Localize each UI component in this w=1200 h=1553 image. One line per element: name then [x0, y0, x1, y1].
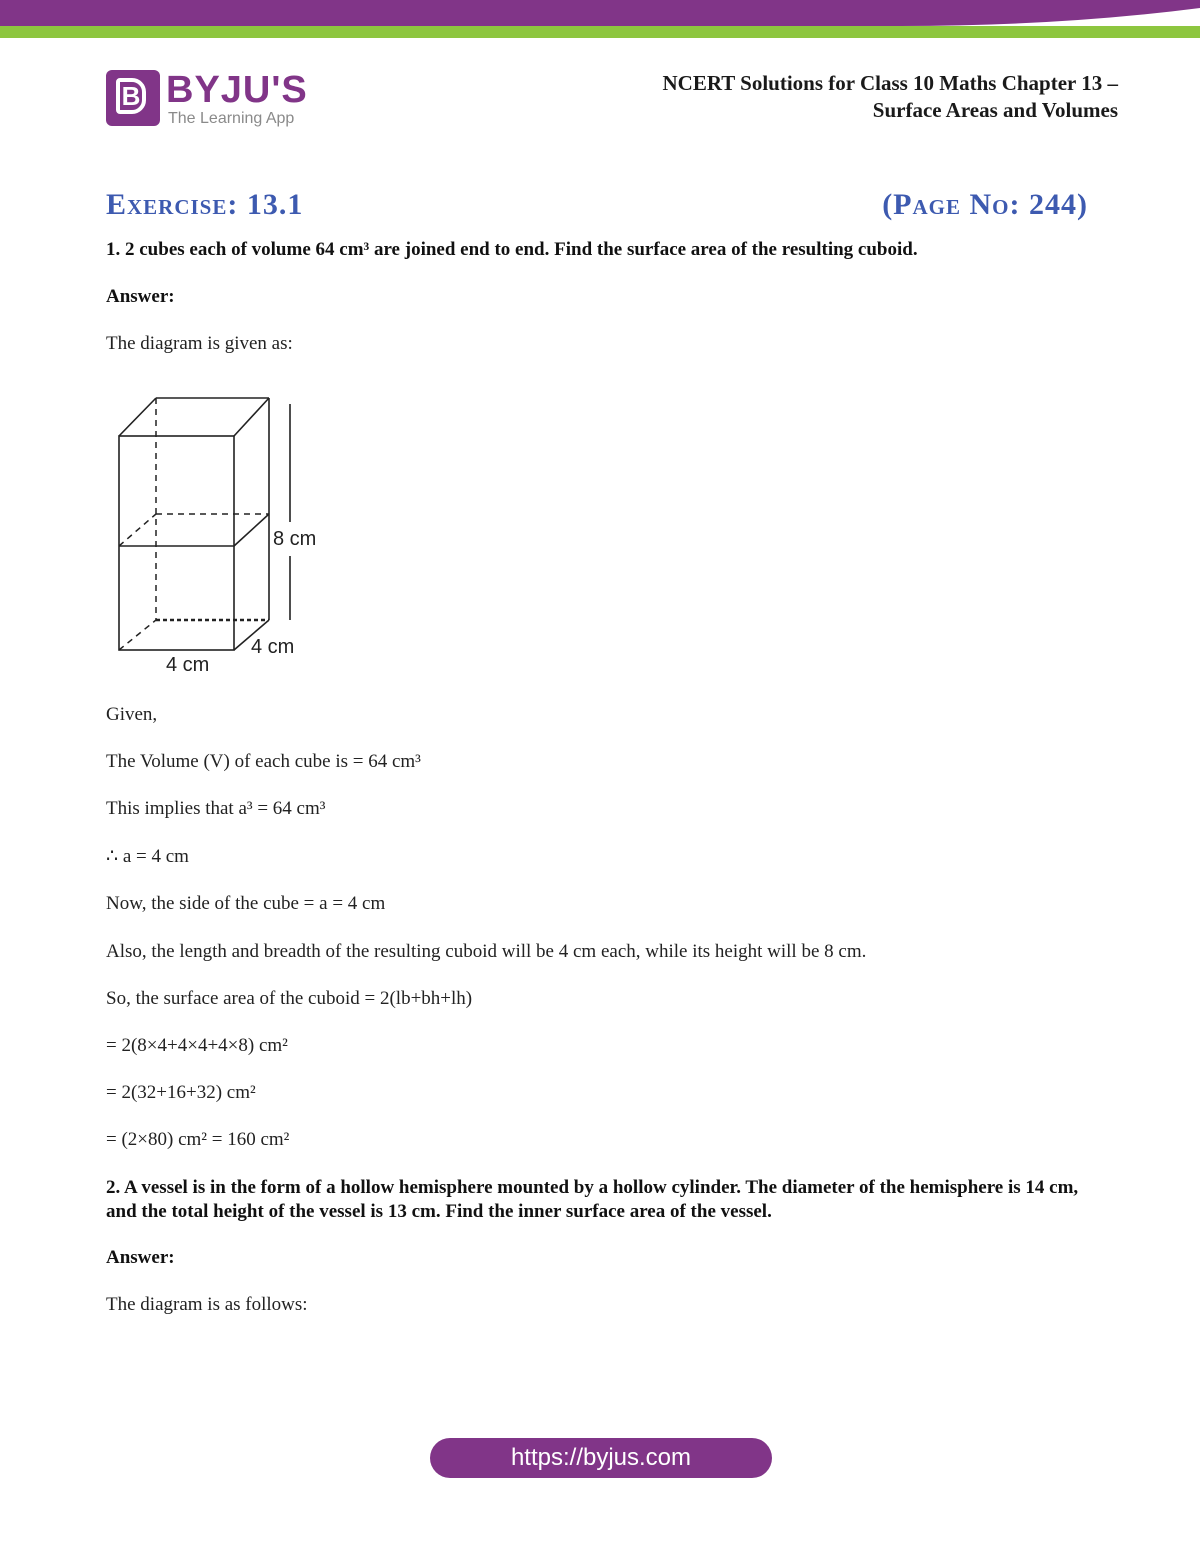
top-banner: [0, 0, 1200, 44]
exercise-title: Exercise: 13.1: [106, 188, 304, 221]
brand-tagline: The Learning App: [168, 110, 295, 127]
answer-label-2: Answer:: [106, 1247, 175, 1268]
width-label: 4 cm: [166, 654, 210, 676]
solution-line: The Volume (V) of each cube is = 64 cm³: [106, 751, 421, 772]
logo-mark-icon: B: [106, 70, 160, 126]
depth-label: 4 cm: [251, 636, 295, 658]
cuboid-diagram: [106, 380, 326, 680]
answer-label-1: Answer:: [106, 286, 175, 307]
diagram-intro-1: The diagram is given as:: [106, 333, 293, 354]
solution-line: Now, the side of the cube = a = 4 cm: [106, 893, 386, 914]
page-reference: (Page No: 244): [882, 188, 1088, 221]
solution-line: = (2×80) cm² = 160 cm²: [106, 1129, 290, 1150]
solution-line: = 2(32+16+32) cm²: [106, 1082, 256, 1103]
solution-line: Also, the length and breadth of the resulting cuboid will be 4 cm each, while its height will be 8 cm.: [106, 941, 867, 962]
question-2: 2. A vessel is in the form of a hollow hemisphere mounted by a hollow cylinder. The diameter of the hemisphere is 14 cm, and the total height of the vessel is 13 cm. Find the inner surface area of the vessel.: [106, 1177, 1079, 1222]
solution-line: This implies that a³ = 64 cm³: [106, 798, 326, 819]
height-label: 8 cm: [273, 528, 317, 550]
solution-line: So, the surface area of the cuboid = 2(lb+bh+lh): [106, 988, 473, 1009]
solution-line: ∴ a = 4 cm: [106, 846, 189, 867]
document-header: [663, 70, 1119, 124]
header-line-2: Surface Areas and Volumes: [872, 98, 1118, 122]
footer-url-link[interactable]: https://byjus.com: [430, 1438, 772, 1478]
diagram-intro-2: The diagram is as follows:: [106, 1294, 308, 1315]
solution-line: Given,: [106, 704, 158, 725]
header-line-1: NCERT Solutions for Class 10 Maths Chapter 13 –: [662, 71, 1118, 95]
brand-name: BYJU'S: [166, 69, 308, 111]
byjus-logo: [106, 70, 316, 130]
solution-line: = 2(8×4+4×4+4×8) cm²: [106, 1035, 288, 1056]
question-1: 1. 2 cubes each of volume 64 cm³ are joined end to end. Find the surface area of the resulting cuboid.: [106, 239, 918, 260]
